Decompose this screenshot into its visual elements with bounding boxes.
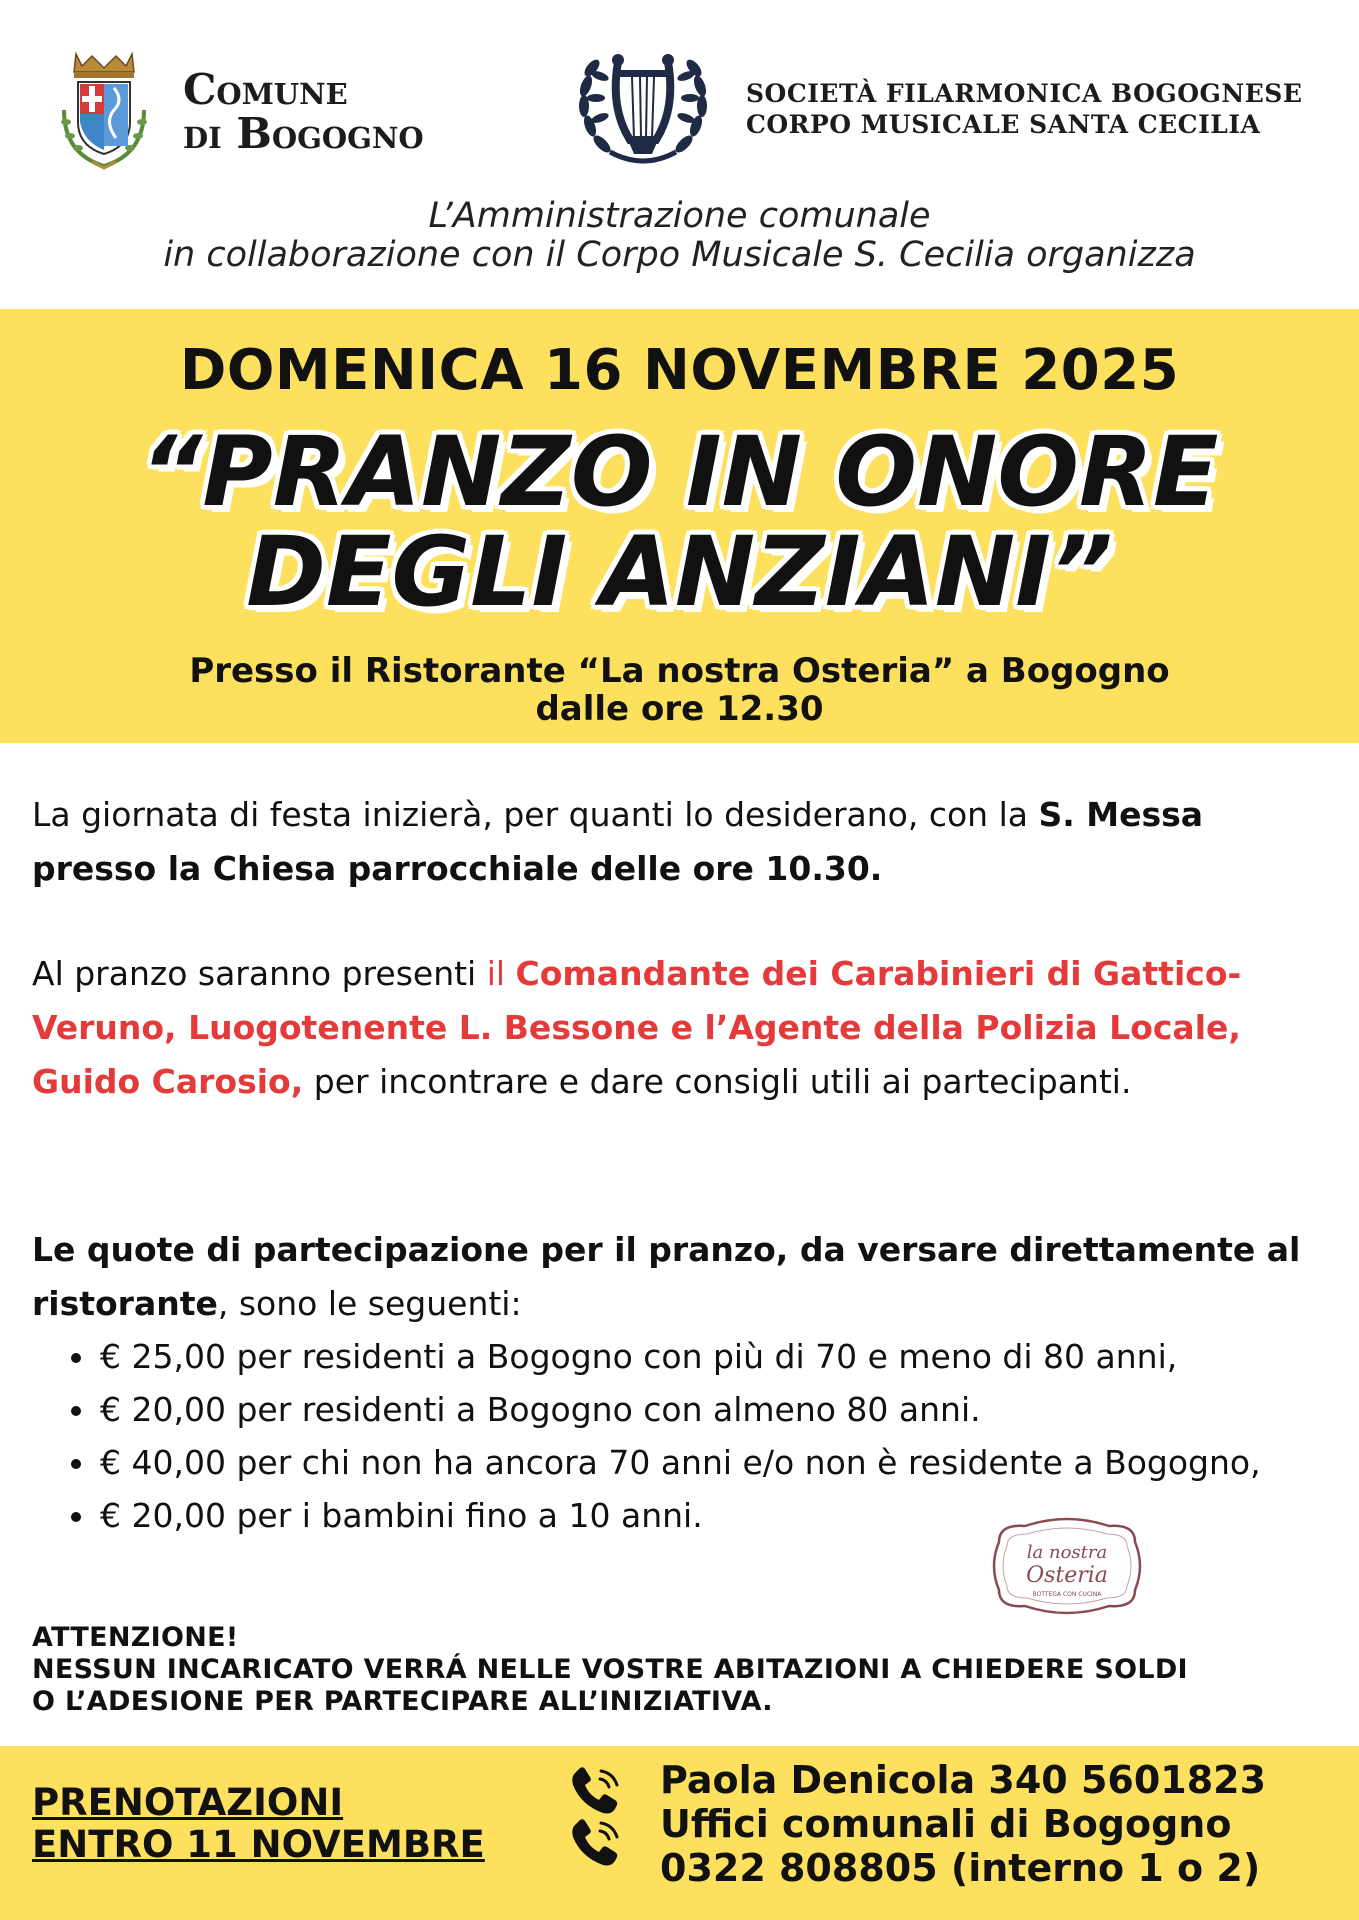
- fees-intro: [32, 1223, 1332, 1331]
- booking-line-1: PRENOTAZIONI: [32, 1781, 344, 1824]
- guests-highlight-prefix: il: [486, 954, 516, 993]
- fee-item: • € 20,00 per i bambini fino a 10 anni.: [98, 1489, 1298, 1542]
- logo-tagline: BOTTEGA CON CUCINA: [1032, 1591, 1102, 1598]
- booking-contacts: [660, 1758, 1266, 1890]
- warning-notice: [32, 1622, 1342, 1718]
- fee-item: • € 20,00 per residenti a Bogogno con almeno 80 anni.: [98, 1383, 1298, 1436]
- venue-line-1: Presso il Ristorante “La nostra Osteria” a Bogogno: [189, 651, 1170, 691]
- mass-paragraph: [32, 788, 1332, 896]
- mass-text: La giornata di festa inizierà, per quanti lo desiderano, con la: [32, 795, 1039, 834]
- title-line-1: “PRANZO IN ONORE: [140, 416, 1219, 528]
- contact-office-phone: 0322 808805 (interno 1 o 2): [660, 1846, 1261, 1890]
- society-name: [746, 78, 1302, 140]
- title-line-2: DEGLI ANZIANI”: [246, 516, 1113, 628]
- contact-phone-paola: Paola Denicola 340 5601823: [660, 1758, 1267, 1802]
- guests-highlight: Comandante dei Carabinieri di Gattico-Veruno, Luogotenente L. Bessone e l’Agente della Polizia Locale, Guido Carosio,: [32, 954, 1242, 1101]
- fee-item: • € 40,00 per chi non ha ancora 70 anni e/o non è residente a Bogogno,: [98, 1436, 1298, 1489]
- comune-line-1: Comune: [183, 65, 348, 114]
- comune-name: [183, 65, 424, 158]
- phone-icon: [567, 1815, 625, 1871]
- guests-lead: Al pranzo saranno presenti: [32, 954, 487, 993]
- guests-tail: per incontrare e dare consigli utili ai partecipanti.: [303, 1062, 1132, 1101]
- warning-line-3: O L’ADESIONE PER PARTECIPARE ALL’INIZIATIVA.: [32, 1686, 773, 1717]
- event-venue: [0, 652, 1359, 728]
- warning-line-1: ATTENZIONE!: [32, 1622, 239, 1653]
- warning-line-2: NESSUN INCARICATO VERRÁ NELLE VOSTRE ABITAZIONI A CHIEDERE SOLDI: [32, 1654, 1188, 1685]
- coat-of-arms-icon: [58, 50, 150, 172]
- booking-line-2: ENTRO 11 NOVEMBRE: [32, 1823, 485, 1866]
- logo-line-2: Osteria: [1026, 1563, 1108, 1588]
- society-line-2: CORPO MUSICALE SANTA CECILIA: [746, 110, 1261, 139]
- event-date: DOMENICA 16 NOVEMBRE 2025: [179, 338, 1180, 403]
- fee-item: • € 25,00 per residenti a Bogogno con più di 70 e meno di 80 anni,: [98, 1330, 1298, 1383]
- mass-text-bold: S. Messa presso la Chiesa parrocchiale delle ore 10.30.: [32, 795, 1204, 888]
- organizer-intro: [0, 197, 1359, 275]
- lyre-laurel-icon: [570, 48, 716, 172]
- booking-deadline: [32, 1782, 485, 1866]
- phone-icon: [567, 1763, 625, 1819]
- venue-line-2: dalle ore 12.30: [535, 689, 824, 729]
- intro-line-1: L’Amministrazione comunale: [428, 196, 931, 236]
- fees-intro-bold: Le quote di partecipazione per il pranzo, da versare direttamente al ristorante: [32, 1230, 1301, 1323]
- intro-line-2: in collaborazione con il Corpo Musicale S. Cecilia organizza: [163, 235, 1196, 275]
- society-line-1: SOCIETÀ FILARMONICA BOGOGNESE: [746, 79, 1303, 108]
- restaurant-logo: [985, 1512, 1149, 1620]
- comune-line-2: di Bogogno: [183, 109, 424, 158]
- guests-paragraph: [32, 947, 1332, 1109]
- fees-intro-plain: , sono le seguenti:: [217, 1284, 522, 1323]
- event-title: [0, 416, 1359, 628]
- fees-list: [52, 1330, 1298, 1542]
- logo-line-1: la nostra: [1026, 1542, 1108, 1563]
- contact-office: Uffici comunali di Bogogno: [660, 1802, 1232, 1846]
